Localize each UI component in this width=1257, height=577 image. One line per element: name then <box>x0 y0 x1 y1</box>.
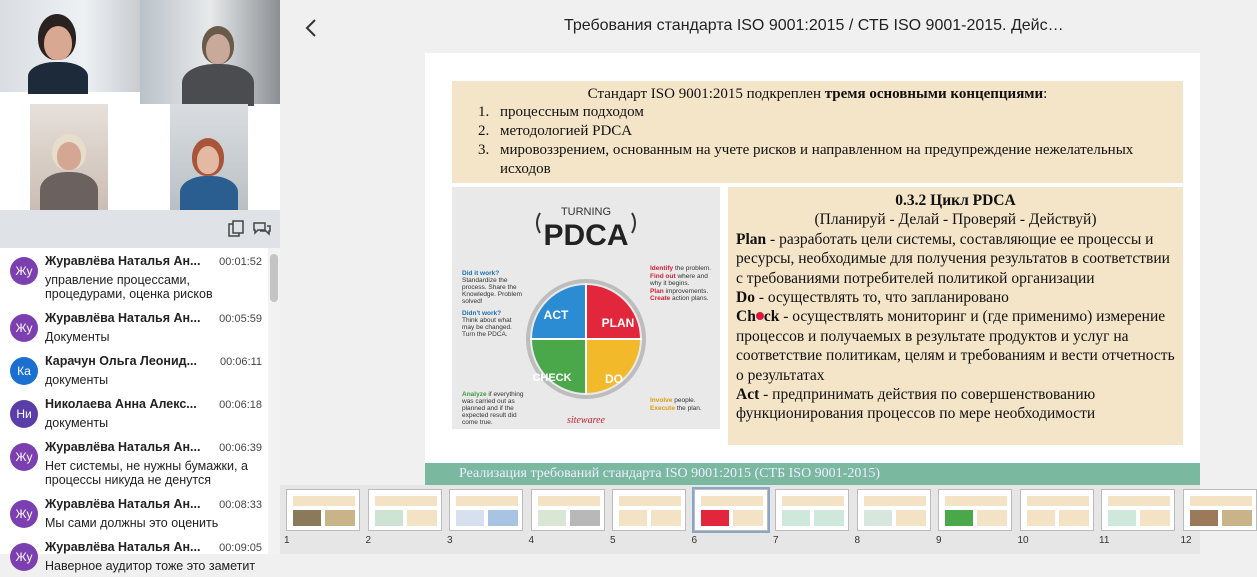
slide-thumbnail[interactable] <box>531 489 605 531</box>
involve-text: people. <box>674 397 696 404</box>
concepts-box <box>452 81 1183 183</box>
chat-message <box>0 348 268 391</box>
concepts-list <box>478 103 1183 179</box>
slide-number: 9 <box>936 535 942 546</box>
back-button[interactable] <box>304 14 324 42</box>
chat-message <box>0 391 268 434</box>
message-time: 00:06:39 <box>219 442 262 454</box>
laser-pointer-dot <box>756 312 764 320</box>
identify-title: Identify <box>650 265 674 272</box>
chat-message <box>0 248 268 305</box>
create-text: action plans. <box>672 295 709 302</box>
intro-bold: тремя основными концепциями <box>824 86 1044 102</box>
slide-thumbnail[interactable] <box>449 489 523 531</box>
slide-number: 1 <box>284 535 290 546</box>
slide-number: 12 <box>1180 535 1192 546</box>
message-time: 00:06:18 <box>219 399 262 411</box>
execute-title: Execute <box>650 404 675 412</box>
slide-number: 4 <box>528 535 535 546</box>
presentation-panel <box>280 0 1200 554</box>
sender-name: Журавлёва Наталья Ан... <box>45 497 201 511</box>
pdca-graphic <box>452 187 720 429</box>
slide-thumbnail[interactable] <box>286 489 360 531</box>
presentation-title: Требования стандарта ISO 9001:2015 / СТБ ISO 9001-2015. Дейс… <box>564 17 1064 34</box>
cycle-do: Do - осуществлять то, что запланировано <box>736 289 1009 307</box>
slide-thumbnail[interactable] <box>775 489 849 531</box>
message-time: 00:06:11 <box>219 356 262 368</box>
slide-thumbnail[interactable] <box>1020 489 1094 531</box>
avatar: Жу <box>10 500 38 528</box>
chat-message <box>0 491 268 534</box>
chat-scrollbar[interactable] <box>268 248 280 554</box>
message-text: документы <box>45 373 109 387</box>
did-it-work-text: Standardize the process. Share the Knowledge. Problem solved! <box>462 277 522 305</box>
cycle-subheading: (Планируй - Делай - Проверяй - Действуй) <box>814 211 1097 229</box>
chat-scroll-thumb[interactable] <box>270 254 278 302</box>
avatar: Ни <box>10 400 38 428</box>
chevron-left-icon <box>304 18 318 38</box>
pdca-cycle-box <box>728 187 1183 445</box>
slide-number: 11 <box>1099 535 1110 546</box>
slide-thumbnail[interactable] <box>694 489 768 531</box>
plan-title: Plan <box>650 287 664 295</box>
chat-toolbar <box>0 210 280 248</box>
message-time: 00:01:52 <box>219 256 262 268</box>
slide-thumbnails[interactable] <box>280 485 1200 554</box>
pdca-infographic <box>452 187 720 429</box>
message-time: 00:09:05 <box>219 542 262 554</box>
list-item: 1. процессным подходом <box>478 104 644 120</box>
slide-thumbnail[interactable] <box>612 489 686 531</box>
message-text: Наверное аудитор тоже это заметит <box>45 559 256 573</box>
slide-canvas <box>425 53 1200 485</box>
didnt-work-title: Didn't work? <box>462 310 502 317</box>
turning-text: TURNING <box>560 206 612 218</box>
check-label: CHECK <box>532 372 572 384</box>
do-label: DO <box>605 372 623 386</box>
video-tile-2[interactable] <box>140 0 280 104</box>
brand-text: sitewaree <box>567 415 605 426</box>
list-item: 2. методологией PDCA <box>478 123 633 139</box>
video-tile-1[interactable] <box>0 0 140 92</box>
video-grid <box>0 0 280 210</box>
slide-number: 10 <box>1017 535 1029 546</box>
didnt-work-text: Think about what may be changed. Turn the PDCA. <box>462 317 512 338</box>
slide-thumbnail[interactable] <box>1101 489 1175 531</box>
slide-thumbnail[interactable] <box>938 489 1012 531</box>
sender-name: Журавлёва Наталья Ан... <box>45 311 201 325</box>
sender-name: Журавлёва Наталья Ан... <box>45 540 201 554</box>
chat-message <box>0 305 268 348</box>
chat-message <box>0 434 268 491</box>
involve-title: Involve <box>650 397 673 404</box>
slide-thumbnail[interactable] <box>368 489 442 531</box>
analyze-text: if everything was carried out as planned and if the expected result did come true. <box>462 391 524 426</box>
plan-quadrant <box>586 285 640 339</box>
cycle-plan: Plan - разработать цели системы, составляющие ее процессы и ресурсы, необходимые для получения результатов в соответствии с требованиями потребителей политикой организации <box>736 230 1170 287</box>
avatar: Жу <box>10 543 38 571</box>
chat-bubbles-icon[interactable] <box>252 219 272 239</box>
sender-name: Карачун Ольга Леонид... <box>45 354 198 368</box>
copy-icon[interactable] <box>226 219 246 239</box>
list-item: 3. мировоззрением, основанным на учете рисков и направленном на предупреждение нежелательных исходов <box>478 142 1134 177</box>
slide-number: 7 <box>773 535 779 546</box>
pdca-text: PDCA <box>543 219 629 252</box>
execute-text: the plan. <box>676 404 702 412</box>
cycle-act: Act - предпринимать действия по совершенствованию функционирования процессов по мере необходимости <box>736 386 1096 423</box>
avatar: Жу <box>10 257 38 285</box>
slide-footer: Реализация требований стандарта ISO 9001:2015 (СТБ ISO 9001-2015) <box>425 463 1200 485</box>
video-tile-4[interactable] <box>170 104 248 210</box>
left-panel <box>0 0 280 573</box>
find-out-title: Find out <box>650 272 676 280</box>
plan-text: improvements. <box>665 287 709 295</box>
slide-number: 2 <box>365 535 372 546</box>
avatar: Ка <box>10 357 38 385</box>
sender-name: Журавлёва Наталья Ан... <box>45 440 201 454</box>
concepts-intro <box>452 81 1183 103</box>
message-text: Документы <box>45 330 110 344</box>
video-tile-3[interactable] <box>30 104 108 210</box>
find-out-text: where and why it begins. <box>650 272 708 287</box>
message-text: управление процессами, процедурами, оценка рисков <box>45 273 213 301</box>
sender-name: Журавлёва Наталья Ан... <box>45 254 201 268</box>
check-quadrant <box>532 339 586 393</box>
cycle-check: Ch ck - осуществлять мониторинг и (где применимо) измерение процессов и получаемых в результате продуктов и услуг на соответствие политикам, целям и требованиям и вести отчетность о результатах <box>736 308 1175 384</box>
intro-text: Стандарт ISO 9001:2015 подкреплен <box>587 86 825 102</box>
analyze-title: Analyze <box>462 391 487 398</box>
message-text: Мы сами должны это оценить <box>45 516 219 530</box>
slide-thumbnail[interactable] <box>857 489 931 531</box>
slide-thumbnail[interactable] <box>1183 489 1257 531</box>
message-time: 00:05:59 <box>219 313 262 325</box>
chat-message <box>0 534 268 577</box>
slide-number: 6 <box>691 535 698 546</box>
avatar: Жу <box>10 314 38 342</box>
identify-text: the problem. <box>674 265 712 272</box>
message-text: документы <box>45 416 109 430</box>
sender-name: Николаева Анна Алекс... <box>45 397 197 411</box>
act-label: ACT <box>543 308 569 322</box>
avatar: Жу <box>10 443 38 471</box>
did-it-work-title: Did it work? <box>462 270 500 277</box>
cycle-heading: 0.3.2 Цикл PDCA <box>895 192 1016 209</box>
slide-number: 5 <box>610 535 616 546</box>
plan-label: PLAN <box>601 316 635 330</box>
message-text: Нет системы, не нужны бумажки, а процессы никуда не денутся <box>45 459 248 487</box>
message-time: 00:08:33 <box>219 499 262 511</box>
slide-number: 3 <box>447 535 453 546</box>
chat-list[interactable] <box>0 248 268 573</box>
slide-number: 8 <box>854 535 861 546</box>
create-title: Create <box>650 295 671 302</box>
intro-post: : <box>1043 86 1048 102</box>
